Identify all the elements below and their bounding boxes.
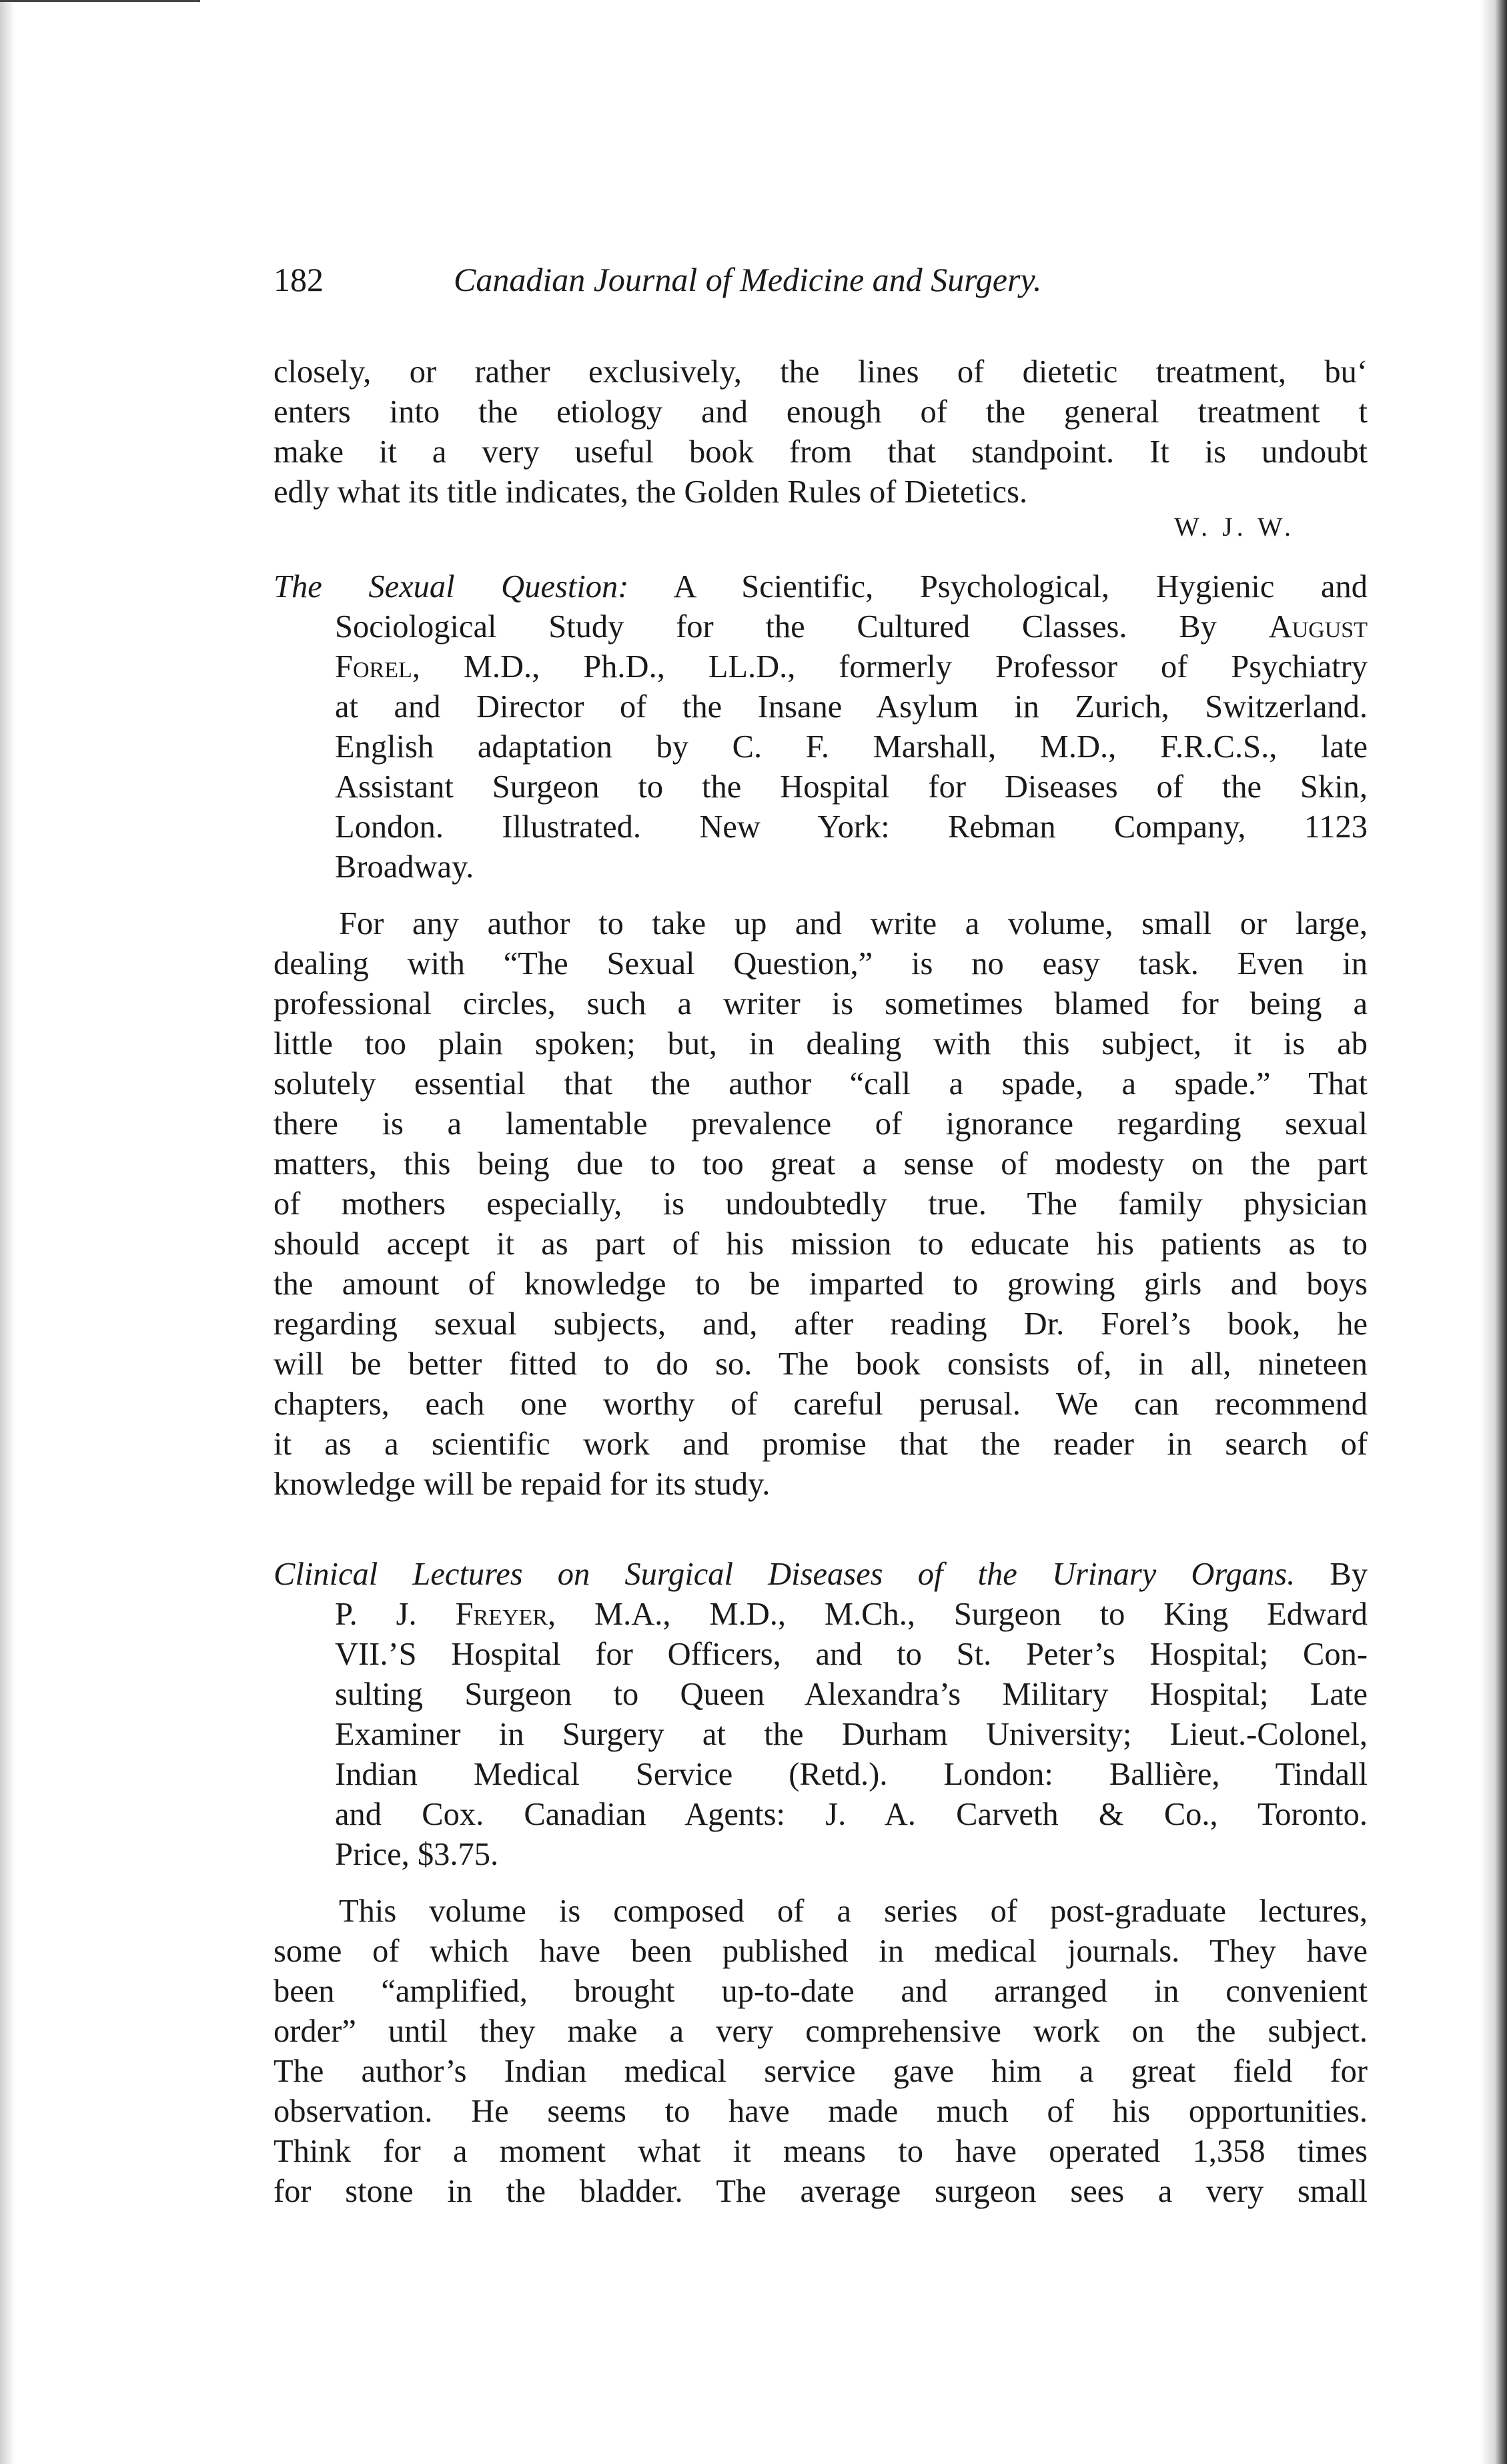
text-line: and Cox. Canadian Agents: J. A. Carveth & Co., Toronto. [335, 1797, 1368, 1832]
text-line: at and Director of the Insane Asylum in Zurich, Switzerland. [335, 689, 1368, 725]
text-line: observation. He seems to have made much of his opportunities. [274, 2094, 1368, 2129]
text-line: chapters, each one worthy of careful perusal. We can recommend [274, 1386, 1368, 1422]
text-line: Assistant Surgeon to the Hospital for Diseases of the Skin, [335, 769, 1368, 805]
scan-shadow-left [0, 0, 15, 2464]
text-line: English adaptation by C. F. Marshall, M.D., F.R.C.S., late [335, 729, 1368, 765]
text-line: Forel, M.D., Ph.D., LL.D., formerly Professor of Psychiatry [335, 649, 1368, 685]
reviewer-signature: W. J. W. [1174, 512, 1296, 542]
text-line: London. Illustrated. New York: Rebman Company, 1123 [335, 809, 1368, 845]
text-line: Examiner in Surgery at the Durham University; Lieut.-Colonel, [335, 1717, 1368, 1752]
text-line: there is a lamentable prevalence of ignorance regarding sexual [274, 1106, 1368, 1142]
review-body-urinary-organs [274, 1892, 1368, 2212]
text-line: The author’s Indian medical service gave him a great field for [274, 2054, 1368, 2089]
text-line: Broadway. [335, 849, 474, 885]
review-body-sexual-question [274, 904, 1368, 1505]
review-heading-urinary-organs [274, 1555, 1368, 1875]
text-line: VII.’S Hospital for Officers, and to St. Peter’s Hospital; Con- [335, 1637, 1368, 1672]
scan-shadow-right [1480, 0, 1507, 2464]
text-line: For any author to take up and write a volume, small or large, [339, 906, 1368, 941]
running-title: Canadian Journal of Medicine and Surgery. [454, 261, 1042, 298]
text-line: been “amplified, brought up-to-date and arranged in convenient [274, 1974, 1368, 2009]
book-title: Clinical Lectures on Surgical Diseases of the Urinary Organs. [274, 1557, 1296, 1592]
review-heading-sexual-question [274, 567, 1368, 887]
text-line: for stone in the bladder. The average surgeon sees a very small [274, 2174, 1368, 2209]
text-line: matters, this being due to too great a sense of modesty on the part [274, 1146, 1368, 1182]
text-line: of mothers especially, is undoubtedly true. The family physician [274, 1186, 1368, 1222]
text-line: This volume is composed of a series of post-graduate lectures, [339, 1894, 1368, 1929]
intro-paragraph [274, 352, 1368, 512]
text-line: enters into the etiology and enough of the general treatment t [274, 394, 1368, 430]
text-line: dealing with “The Sexual Question,” is no easy task. Even in [274, 946, 1368, 981]
heading-first-line [274, 567, 1368, 607]
text-line: make it a very useful book from that standpoint. It is undoubt [274, 434, 1368, 470]
heading-first-line [274, 1555, 1368, 1595]
page-header [274, 260, 1368, 307]
heading-text: A Scientific, Psychological, Hygienic and [628, 569, 1368, 604]
text-line: closely, or rather exclusively, the lines of dietetic treatment, bu‘ [274, 354, 1368, 390]
text-line: Think for a moment what it means to have operated 1,358 times [274, 2134, 1368, 2169]
text-line: should accept it as part of his mission to educate his patients as to [274, 1226, 1368, 1262]
scan-artifact-top [0, 0, 200, 9]
heading-text: By [1295, 1557, 1368, 1592]
text-line: edly what its title indicates, the Golden Rules of Dietetics. [274, 474, 1028, 510]
text-line: some of which have been published in medical journals. They have [274, 1934, 1368, 1969]
book-title: The Sexual Question: [274, 569, 629, 604]
text-line: regarding sexual subjects, and, after reading Dr. Forel’s book, he [274, 1306, 1368, 1342]
text-line: little too plain spoken; but, in dealing with this subject, it is ab [274, 1026, 1368, 1062]
text-line: Price, $3.75. [335, 1837, 499, 1872]
text-line: Sociological Study for the Cultured Classes. By August [335, 609, 1368, 645]
text-line: sulting Surgeon to Queen Alexandra’s Military Hospital; Late [335, 1677, 1368, 1712]
text-line: it as a scientific work and promise that the reader in search of [274, 1426, 1368, 1462]
text-line: knowledge will be repaid for its study. [274, 1467, 771, 1502]
text-line: solutely essential that the author “call a spade, a spade.” That [274, 1066, 1368, 1102]
text-line: will be better fitted to do so. The book consists of, in all, nineteen [274, 1346, 1368, 1382]
text-line: professional circles, such a writer is sometimes blamed for being a [274, 986, 1368, 1021]
text-line: the amount of knowledge to be imparted to growing girls and boys [274, 1266, 1368, 1302]
text-line: P. J. Freyer, M.A., M.D., M.Ch., Surgeon to King Edward [335, 1597, 1368, 1632]
text-line: order” until they make a very comprehensive work on the subject. [274, 2014, 1368, 2049]
page-number: 182 [274, 261, 324, 298]
text-line: Indian Medical Service (Retd.). London: Ballière, Tindall [335, 1757, 1368, 1792]
